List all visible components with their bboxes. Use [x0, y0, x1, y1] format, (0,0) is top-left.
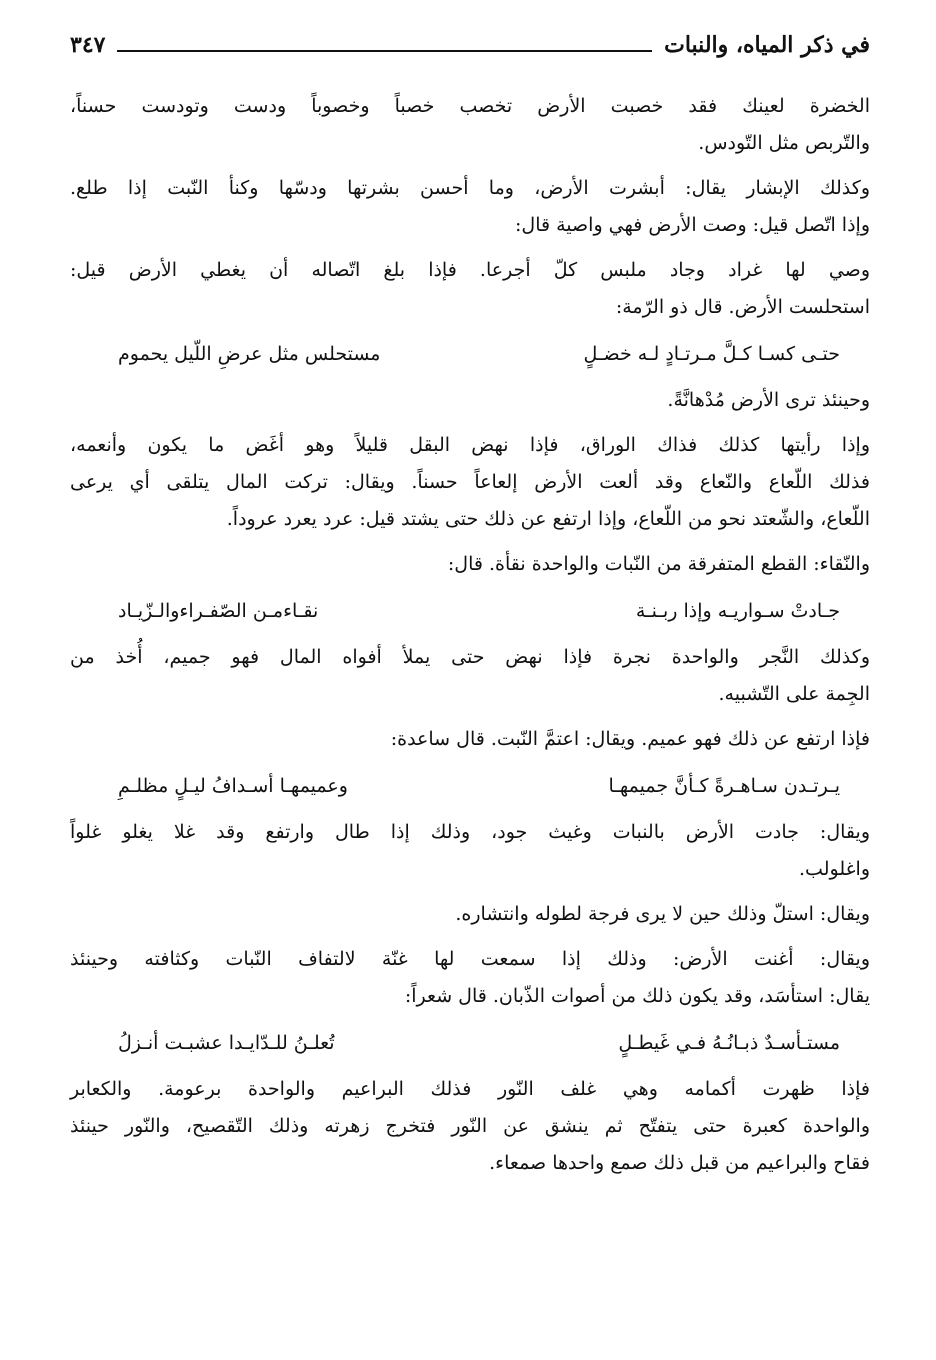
paragraph: [70, 941, 870, 1015]
text-line: وكذلك الإبشار يقال: أبشرت الأرض، وما أحسن بشرتها ودسّها وكنأ النّبت إذا طلع.: [70, 177, 870, 199]
page-body: [70, 88, 870, 1182]
text-line: وكذلك النَّجر والواحدة نجرة فإذا نهض حتى يملأ أفواه المال فهو جميم، أُخذ من: [70, 646, 870, 668]
text-line: والتّربص مثل التّودس.: [698, 132, 870, 154]
header-rule: [117, 50, 652, 52]
poem-verse: [118, 766, 840, 806]
text-line: وحينئذ ترى الأرض مُدْهانَّةً.: [667, 389, 870, 411]
chapter-title: في ذكر المياه، والنبات: [664, 32, 870, 58]
text-line: الجِمة على التّشبيه.: [718, 683, 870, 705]
text-line: فذلك اللّعاع والنّعاع وقد ألعت الأرض إلعاعاً حسناً. ويقال: تركت المال يتلقى أي يرعى: [70, 471, 870, 493]
verse-first-hemistich: حتـى كسـا كـلَّ مـرتـادٍ لـه خضـلٍ: [583, 343, 840, 365]
paragraph: [70, 896, 870, 933]
text-line: يقال: استأسَد، وقد يكون ذلك من أصوات الذّبان. قال شعراً:: [404, 985, 870, 1007]
verse-first-hemistich: جـادتْ سـواريـه وإذا ربـنـة: [635, 600, 840, 622]
paragraph: [70, 814, 870, 888]
text-line: استحلست الأرض. قال ذو الرّمة:: [615, 296, 870, 318]
paragraph: [70, 427, 870, 538]
verse-second-hemistich: مستحلس مثل عرضِ اللّيل يحموم: [118, 343, 381, 365]
paragraph: [70, 546, 870, 583]
poem-verse: [118, 1023, 840, 1063]
text-line: الخضرة لعينك فقد خصبت الأرض تخصب خصباً وخصوباً ودست وتودست حسناً،: [70, 95, 870, 117]
paragraph: [70, 639, 870, 713]
text-line: ويقال: أغنت الأرض: وذلك إذا سمعت لها غنّة لالتفاف النّبات وكثافته وحينئذ: [70, 948, 870, 970]
poem-verse: [118, 334, 840, 374]
verse-first-hemistich: يـرتـدن سـاهـرةً كـأنَّ جميمهـا: [608, 775, 840, 797]
text-line: فإذا ظهرت أكمامه وهي غلف النّور فذلك البراعيم والواحدة برعومة. والكعابر: [70, 1078, 870, 1100]
text-line: وإذا اتّصل قيل: وصت الأرض فهي واصية قال:: [515, 214, 870, 236]
verse-second-hemistich: نقـاءمـن الصّفـراءوالـزّيـاد: [118, 600, 319, 622]
text-line: ويقال: جادت الأرض بالنبات وغيث جود، وذلك إذا طال وارتفع وقد غلا يغلو غلواً: [70, 821, 870, 843]
text-line: فإذا ارتفع عن ذلك فهو عميم. ويقال: اعتمَّ النّبت. قال ساعدة:: [390, 728, 870, 750]
running-header: [70, 28, 870, 62]
paragraph: [70, 721, 870, 758]
scan-speck: [186, 1082, 194, 1090]
text-line: واغلولب.: [799, 858, 870, 880]
text-line: والنّقاء: القطع المتفرقة من النّبات والواحدة نقأة. قال:: [447, 553, 870, 575]
paragraph: [70, 252, 870, 326]
poem-verse: [118, 591, 840, 631]
paragraph: [70, 170, 870, 244]
verse-second-hemistich: تُعلـنُ للـدّايـدا عشبـت أنـزلُ: [118, 1032, 335, 1054]
text-line: فقاح والبراعيم من قبل ذلك صمع واحدها صمعاء.: [489, 1152, 870, 1174]
text-line: وإذا رأيتها كذلك فذاك الوراق، فإذا نهض البقل قليلاً وهو أغَض ما يكون وأنعمه،: [70, 434, 870, 456]
paragraph: [70, 382, 870, 419]
paragraph: [70, 88, 870, 162]
text-line: والواحدة كعبرة حتى يتفتّح ثم ينشق عن النّور فتخرج زهرته وذلك التّقصيح، والنّور حينئذ: [70, 1115, 870, 1137]
text-line: ويقال: استلّ وذلك حين لا يرى فرجة لطوله وانتشاره.: [455, 903, 870, 925]
text-line: اللّعاع، والشّعتد نحو من اللّعاع، وإذا ارتفع عن ذلك حتى يشتد قيل: عرد يعرد عروداً.: [226, 508, 870, 530]
verse-second-hemistich: وعميمهـا أسـدافُ ليـلٍ مظلـمِ: [118, 775, 348, 797]
page-number: ٣٤٧: [70, 32, 106, 58]
text-line: وصي لها غراد وجاد ملبس كلّ أجرعا. فإذا بلغ اتّصاله أن يغطي الأرض قيل:: [70, 259, 870, 281]
verse-first-hemistich: مستـأسـدٌ ذبـانُـهُ فـي غَيطـلٍ: [618, 1032, 840, 1054]
